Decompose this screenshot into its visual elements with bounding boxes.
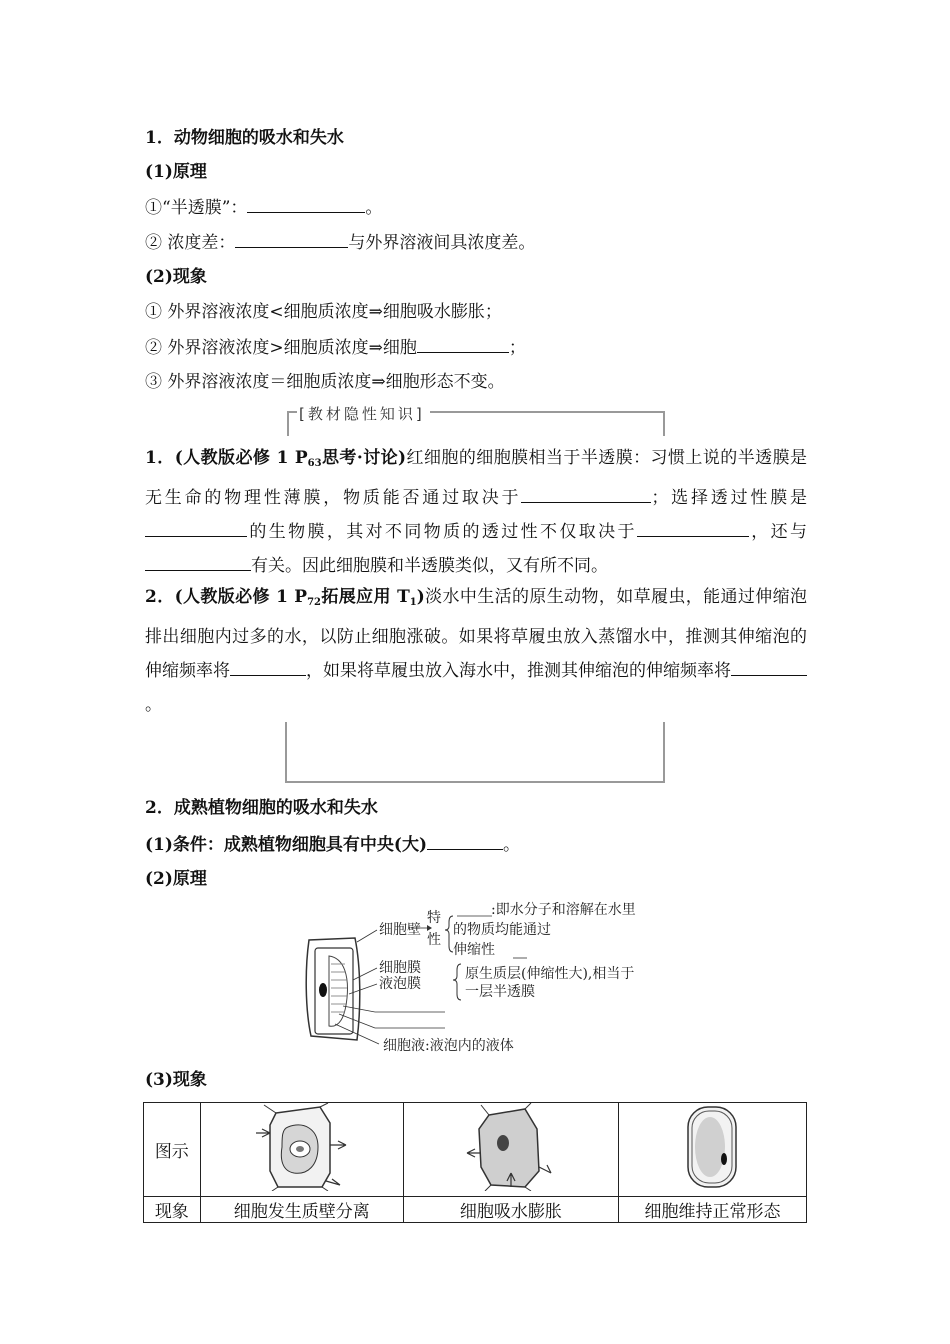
answer-blank[interactable] — [637, 520, 749, 537]
section1-item1: ①“半透膜”： 。 — [145, 198, 383, 218]
phenomenon-table — [143, 1102, 807, 1223]
row-header-illustration: 图示 — [144, 1103, 201, 1197]
label-property-1-line2: 的物质均能通过 — [453, 922, 551, 938]
table-row — [144, 1197, 807, 1223]
label-cell-membrane: 细胞膜 — [379, 960, 421, 976]
plasmolysis-cell-illustration — [242, 1103, 362, 1191]
label-xing: 性 — [427, 932, 441, 948]
label-protoplast-1: 原生质层(伸缩性大),相当于 — [465, 966, 635, 982]
phenomenon-swelling: 细胞吸水膨胀 — [403, 1197, 618, 1223]
label-vacuole-membrane: 液泡膜 — [379, 976, 421, 992]
section1-phenomenon-2: ② 外界溶液浓度>细胞质浓度⇒细胞 ； — [145, 338, 526, 358]
answer-blank[interactable] — [235, 231, 348, 248]
label-cell-sap: 细胞液:液泡内的液体 — [383, 1038, 514, 1054]
hidden-knowledge-q1: 1．(人教版必修 1 $P_{63}$思考·讨论)红细胞的细胞膜相当于半透膜：习惯上说的半透膜是无生命的物理性薄膜，物质能否通过取决于 ；选择透过性膜是的生物膜，其对不同物质的透过性不仅取决于 ，还与有关。因此细胞膜和半透膜类似，又有所不同。 — [145, 448, 808, 576]
answer-blank[interactable] — [230, 659, 306, 676]
label-protoplast-2: 一层半透膜 — [465, 984, 535, 1000]
section2-condition: (1)条件：成熟植物细胞具有中央(大) 。 — [145, 835, 521, 855]
section1-phenomenon-heading: (2)现象 — [145, 267, 207, 287]
vacuole-outline — [329, 956, 347, 1026]
phenomenon-normal: 细胞维持正常形态 — [618, 1197, 806, 1223]
row-header-phenomenon: 现象 — [144, 1197, 201, 1223]
section2-title: 2．成熟植物细胞的吸水和失水 — [145, 798, 378, 818]
hidden-knowledge-title: [教材隐性知识] — [299, 405, 425, 423]
answer-blank[interactable] — [731, 659, 807, 676]
hidden-knowledge-q2: 2．(人教版必修 1 $P_{72}$拓展应用 $T_1$)淡水中生活的原生动物，如草履虫，能通过伸缩泡排出细胞内过多的水，以防止细胞涨破。如果将草履虫放入蒸馏水中，推测其伸缩泡的伸缩频率将 ，如果将草履虫放入海水中，推测其伸缩泡的伸缩频率将。 — [145, 587, 807, 715]
cell-wall-outline — [306, 938, 360, 1040]
nucleus-shape — [319, 983, 327, 997]
label-property-2: 伸缩性 — [453, 942, 495, 958]
plant-cell-diagram — [295, 898, 665, 1060]
answer-blank[interactable] — [145, 520, 247, 537]
answer-blank[interactable] — [145, 554, 251, 571]
section1-phenomenon-3: ③ 外界溶液浓度＝细胞质浓度⇒细胞形态不变。 — [145, 372, 505, 392]
swelling-illustration-cell — [403, 1103, 618, 1197]
label-property-1: :即水分子和溶解在水里 — [491, 902, 636, 918]
section2-principle-heading: (2)原理 — [145, 869, 207, 889]
section1-principle-heading: (1)原理 — [145, 162, 207, 182]
label-te: 特 — [427, 910, 441, 926]
normal-illustration-cell — [618, 1103, 806, 1197]
plasmolysis-illustration-cell — [200, 1103, 403, 1197]
normal-cell-illustration — [672, 1103, 752, 1191]
answer-blank[interactable] — [427, 833, 503, 850]
section2-phenomenon-heading: (3)现象 — [145, 1070, 207, 1090]
label-cell-wall: 细胞壁 — [379, 922, 421, 938]
answer-blank[interactable] — [247, 196, 365, 213]
phenomenon-plasmolysis: 细胞发生质壁分离 — [200, 1197, 403, 1223]
section1-phenomenon-1: ① 外界溶液浓度<细胞质浓度⇒细胞吸水膨胀； — [145, 302, 502, 322]
answer-blank[interactable] — [417, 336, 509, 353]
section1-item2: ② 浓度差： 与外界溶液间具浓度差。 — [145, 233, 536, 253]
swelling-cell-illustration — [451, 1103, 571, 1191]
table-row — [144, 1103, 807, 1197]
answer-blank[interactable] — [521, 486, 651, 503]
section1-title: 1．动物细胞的吸水和失水 — [145, 128, 344, 148]
